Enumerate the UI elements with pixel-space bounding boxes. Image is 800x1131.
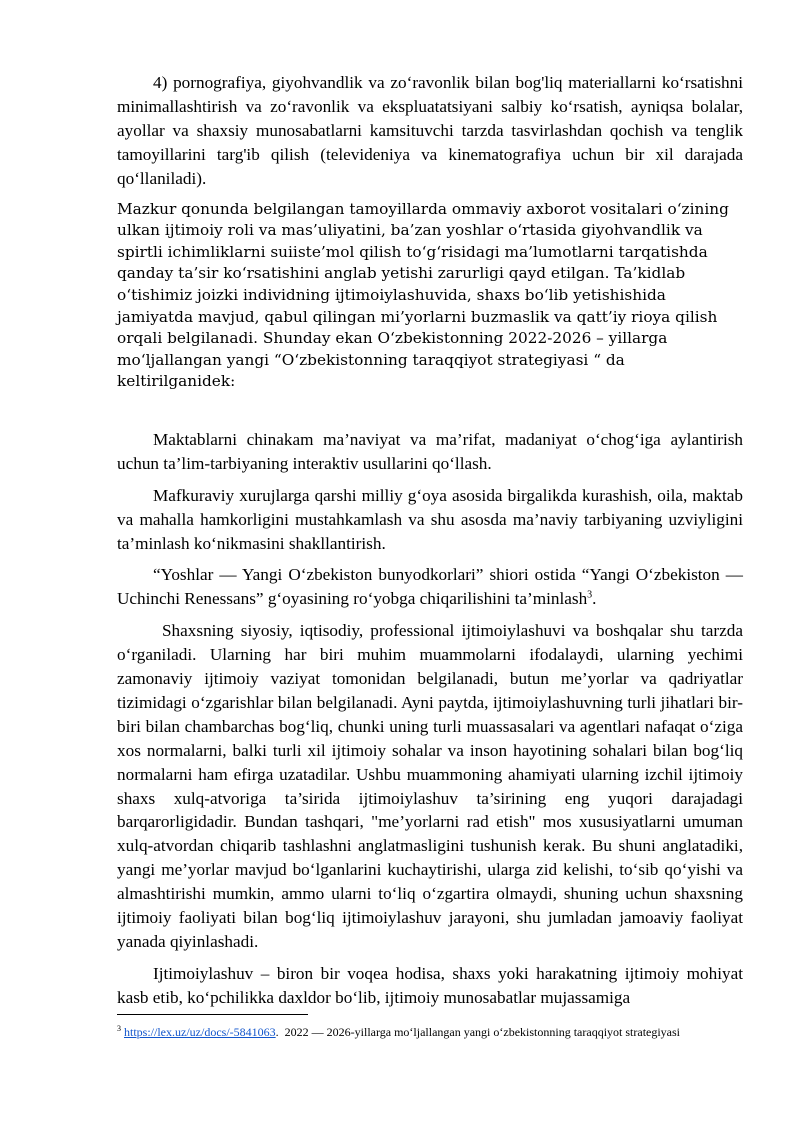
footnote-separator [117, 1014, 308, 1015]
paragraph-2: Mazkur qonunda belgilangan tamoyillarda ommaviy axborot vositalari o‘zining ulkan ijtimoiy roli va mas’uliyatini, ba’zan yoshlar o‘rtasida giyohvandlik va spirtli ichimliklarni suiiste’mol qilish to‘g‘risidagi ma’lumotlarni tarqatishda qanday ta’sir ko‘rsatishini anglab yetishi zarurligi qayd etilgan. Ta’kidlab o‘tishimiz joizki individning ijtimoiylashuvida, shaxs bo‘lib yetishishida jamiyatda mavjud, qabul qilingan mi’yorlarni buzmaslik va qatt’iy rioya qilish orqali belgilanadi. Shunday ekan O‘zbekistonning 2022-2026 – yillarga mo‘ljallangan yangi “O‘zbekistonning taraqqiyot strategiyasi “ da keltirilganidek: [117, 199, 729, 391]
footnote-text: 2022 — 2026-yillarga mo‘ljallangan yangi o‘zbekistonning taraqqiyot strategiyasi [284, 1025, 681, 1039]
paragraph-5-text: “Yoshlar — Yangi O‘zbekiston bunyodkorlari” shiori ostida “Yangi O‘zbekiston — Uchinchi Renessans” g‘oyasining ro‘yobga chiqarilishini ta’minlash [117, 565, 743, 609]
footnote-number: 3 [117, 1024, 121, 1033]
paragraph-7: Ijtimoiylashuv – biron bir voqea hodisa, shaxs yoki harakatning ijtimoiy mohiyat kasb etib, ko‘pchilikka daxldor bo‘lib, ijtimoiy munosabatlar mujassamiga [117, 963, 743, 1007]
paragraph-5: “Yoshlar — Yangi O‘zbekiston bunyodkorlari” shiori ostida “Yangi O‘zbekiston — Uchinchi Renessans” g‘oyasining ro‘yobga chiqarilishini ta’minlash$^3$. [117, 565, 743, 609]
paragraph-3: Maktablarni chinakam ma’naviyat va ma’rifat, madaniyat o‘chog‘iga aylantirish uchun ta’lim-tarbiyaning interaktiv usullarini qo‘llash. [117, 429, 743, 473]
footnote-reference[interactable]: 3 [587, 589, 593, 601]
paragraph-6: Shaxsning siyosiy, iqtisodiy, professional ijtimoiylashuvi va boshqalar shu tarzda o‘rganiladi. Ularning har biri muhim muammolarni ifodalaydi, ularning yechimi zamonaviy ijtimoiy vaziyat tomonidan belgilanadi, butun me’yorlar va qadriyatlar tizimidagi o‘zgarishlar bilan belgilanadi. Ayni paytda, ijtimoiylashuvning turli jihatlari bir-biri bilan chambarchas bog‘liq, chunki uning turli muassasalari va agentlari nafaqat o‘ziga xos normalarni, balki turli xil ijtimoiy sohalar va inson hayotining sohalari bilan bog‘liq normalarni ham efirga uzatadilar. Ushbu muammoning ahamiyati ularning izchil ijtimoiy shaxs xulq-atvoriga ta’sirida ijtimoiylashuv ta’sirining eng yuqori darajadagi barqarorligidadir. Bundan tashqari, "me’yorlarni rad etish" mos xususiyatlarni umuman xulq-atvordan chiqarib tashlashni anglatmasligini tushunish kerak. Bu shuni anglatadiki, yangi me’yorlar mavjud bo‘lganlarini kuchaytirishi, ularga zid kelishi, to‘sib qo‘yishi va almashtirishi mumkin, ammo ularni to‘liq o‘zgartira olmaydi, shuning uchun shaxsning ijtimoiy faoliyati bilan bog‘liq ijtimoiylashuv jarayoni, shu jumladan jamoaviy faoliyat yanada qiyinlashadi. [117, 621, 743, 951]
footnote-link[interactable]: https://lex.uz/uz/docs/-5841063 [124, 1025, 276, 1039]
footnote-link-separator: . [275, 1025, 279, 1039]
footnote [117, 1023, 743, 1041]
paragraph-4: Mafkuraviy xurujlarga qarshi milliy g‘oya asosida birgalikda kurashish, oila, maktab va mahalla hamkorligini mustahkamlash va shu asosda ma’naviy tarbiyaning uzviyligini ta’minlash ko‘nikmasini shakllantirish. [117, 485, 743, 553]
paragraph-1: 4) pornografiya, giyohvandlik va zo‘ravonlik bilan bog'liq materiallarni ko‘rsatishni minimallashtirish va zo‘ravonlik va ekspluatatsiyani salbiy ko‘rsatish, ayniqsa bolalar, ayollar va shaxsiy munosabatlarni kamsituvchi tarzda tasvirlashdan qochish va tenglik tamoyillarini targ'ib qilish (televideniya va kinematografiya uchun bir xil darajada qo‘llaniladi). [117, 73, 743, 188]
document-body [117, 71, 743, 1010]
